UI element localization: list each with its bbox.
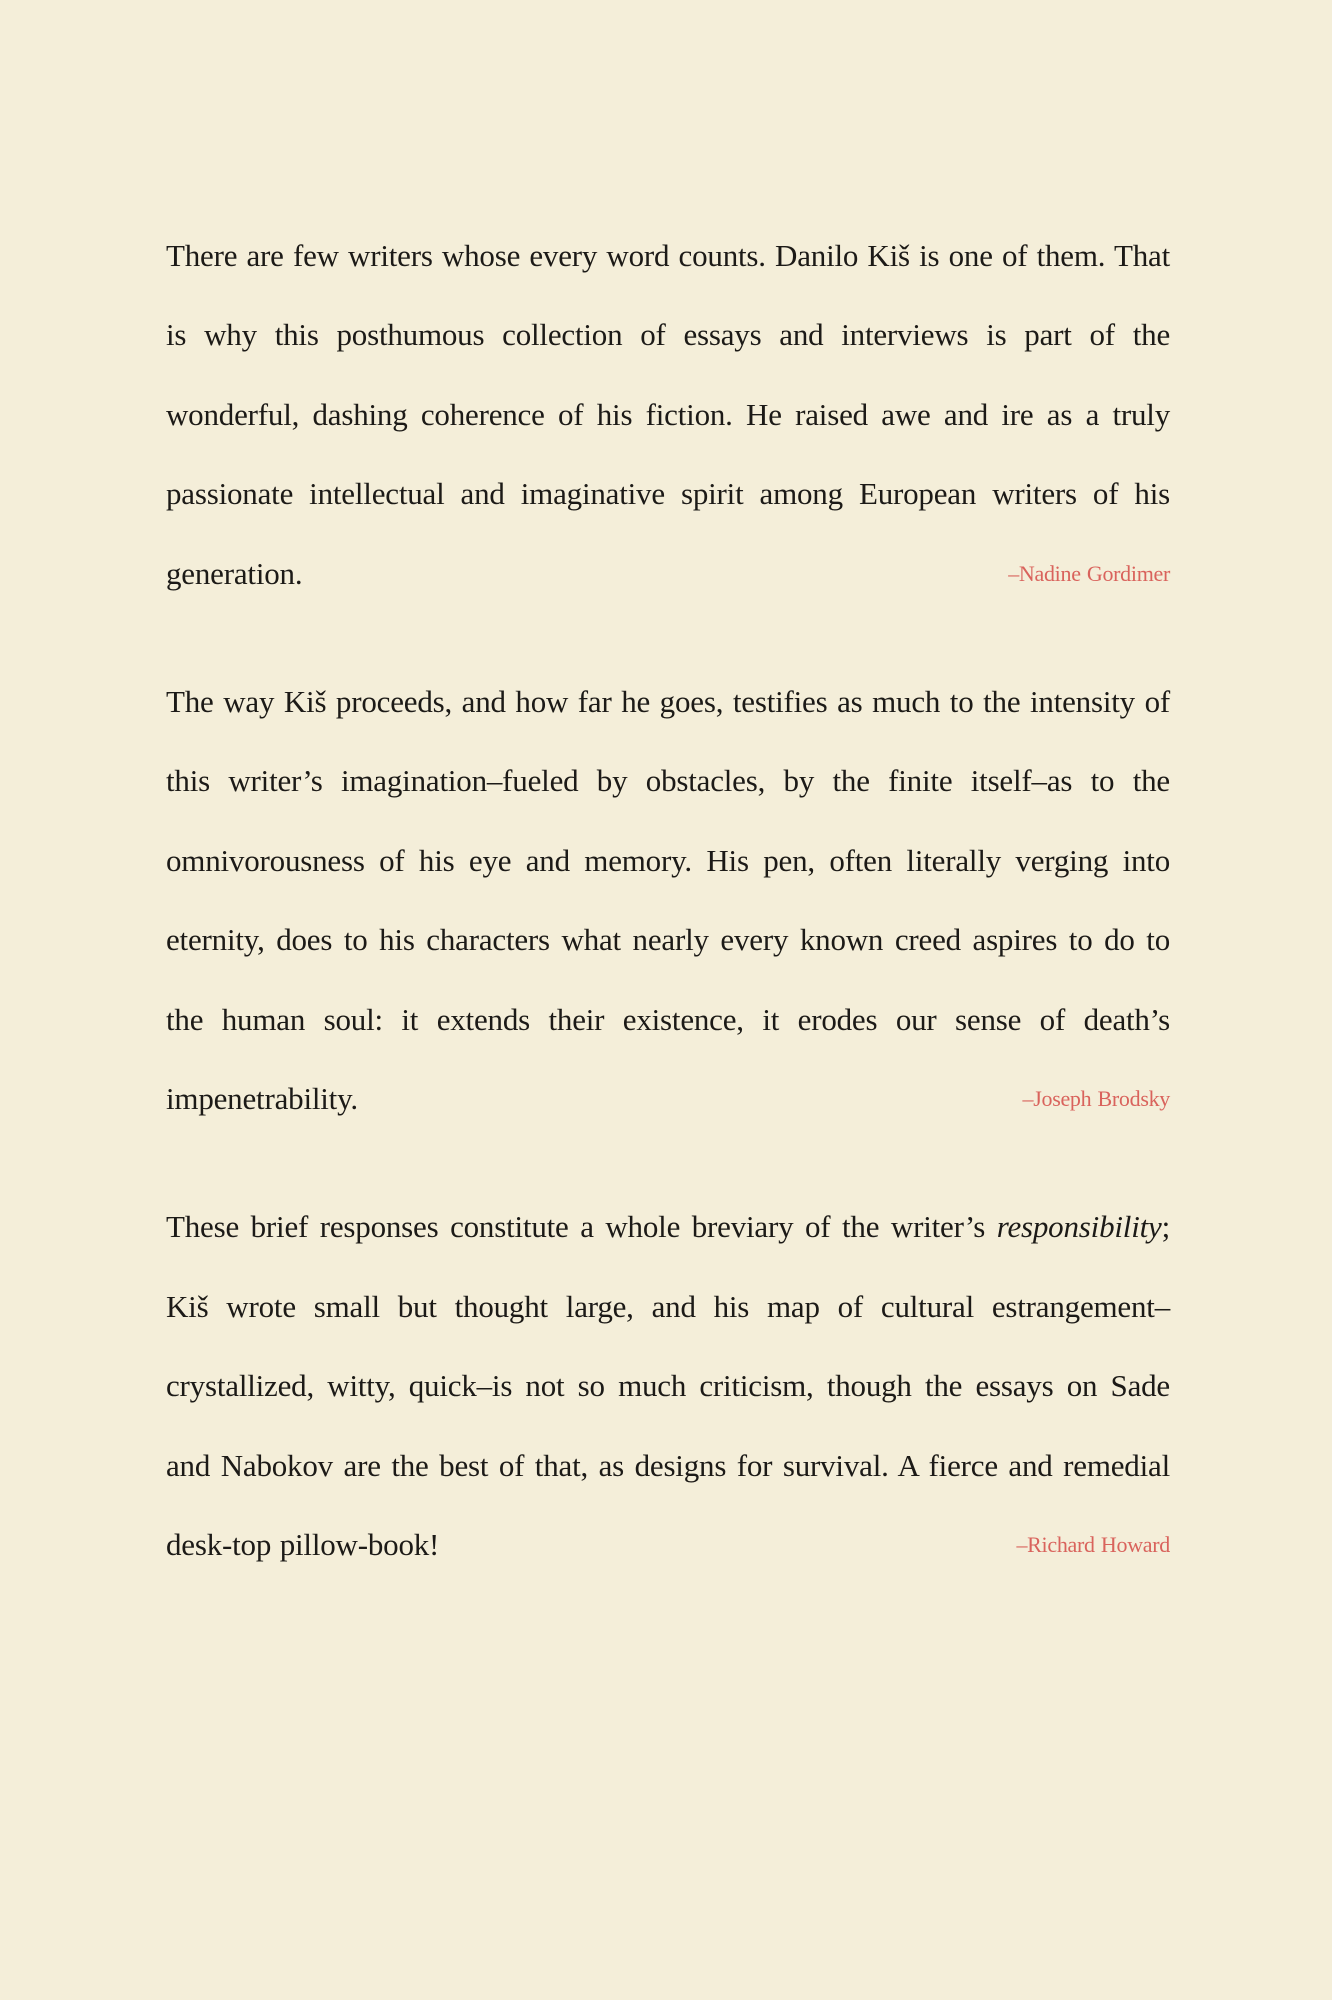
blurb-attribution: –Joseph Brodsky xyxy=(1022,1086,1170,1112)
blurb-text: The way Kiš proceeds, and how far he goes, testifies as much to the intensity of this writer’s imagination–fueled by obstacles, by the finite itself–as to the omnivorousness of his eye and memory. His pen, often literally verging into eternity, does to his characters what nearly every known creed aspires to do to the human soul: it extends their existence, it erodes our sense of death’s impenetrability. xyxy=(166,684,1170,1117)
blurb-howard xyxy=(166,1187,1170,1584)
blurb-text-emphasis: responsibility xyxy=(996,1209,1162,1245)
blurb-gordimer xyxy=(166,216,1170,613)
blurb-attribution: –Richard Howard xyxy=(1016,1532,1170,1558)
blurb-brodsky xyxy=(166,662,1170,1138)
blurb-attribution: –Nadine Gordimer xyxy=(1008,560,1170,586)
blurb-list xyxy=(166,216,1170,1634)
blurb-text-start: These brief responses constitute a whole breviary of the writer’s xyxy=(166,1209,997,1245)
blurb-text: There are few writers whose every word counts. Danilo Kiš is one of them. That is why this posthumous collection of essays and interviews is part of the wonderful, dashing coherence of his fiction. He raised awe and ire as a truly passionate intellectual and imaginative spirit among European writers of his generation. xyxy=(166,238,1170,591)
blurb-text-end: ; Kiš wrote small but thought large, and his map of cultural estrangement–crystallized, witty, quick–is not so much criticism, though the essays on Sade and Nabokov are the best of that, as designs for survival. A fierce and remedial desk-top pillow-book! xyxy=(166,1209,1170,1563)
